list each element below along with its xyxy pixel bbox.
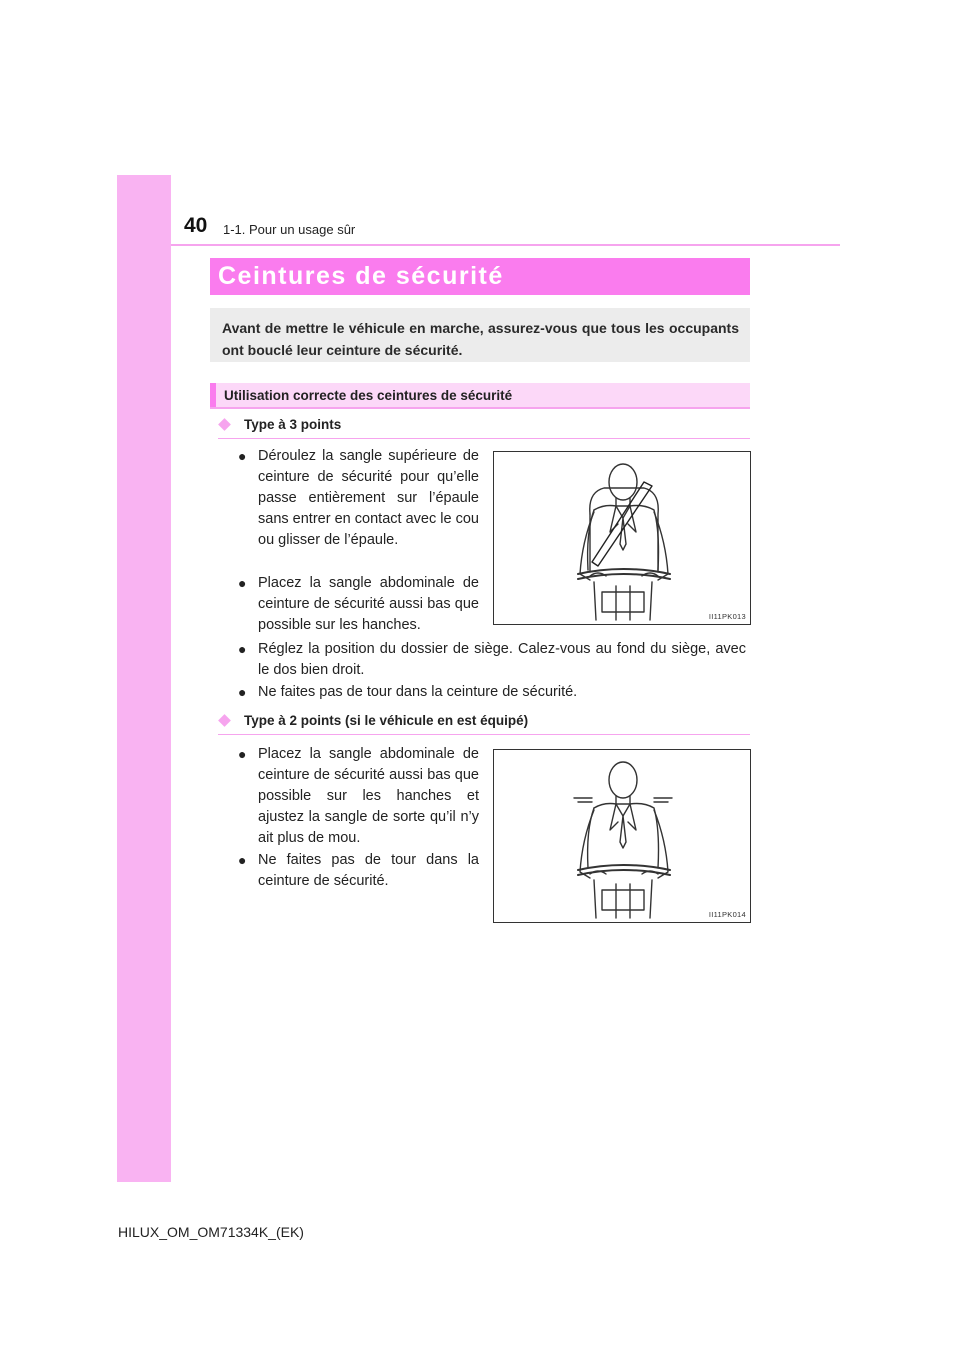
list-item	[238, 850, 482, 892]
page-title-bar	[210, 258, 750, 295]
list-item	[238, 573, 482, 636]
three-point-heading	[218, 416, 750, 439]
subsection-accent	[210, 383, 216, 408]
diamond-icon	[218, 714, 231, 727]
bullet-icon: ●	[238, 684, 247, 700]
list-item-text: Ne faites pas de tour dans la ceinture de sécurité.	[258, 684, 578, 700]
list-item	[238, 744, 482, 849]
two-point-belt-illustration	[493, 749, 751, 923]
page-title: Ceintures de sécurité	[218, 262, 504, 290]
list-item	[238, 446, 482, 572]
figure-code: II11PK013	[708, 612, 746, 621]
side-color-band	[117, 175, 171, 1182]
seated-person-3pt-figure	[494, 452, 750, 624]
list-item-text: Déroulez la sangle supérieure de ceinture de sécurité pour qu’elle passe entièrement sur l’épaule sans entrer en contact avec le cou ou glisser de l’épaule.	[258, 448, 479, 548]
list-item-text: Placez la sangle abdominale de ceinture de sécurité aussi bas que possible sur les hanches et ajustez la sangle de sorte qu’il n’y ait plus de mou.	[258, 746, 479, 846]
three-point-belt-illustration	[493, 451, 751, 625]
subsection-rule	[210, 407, 750, 409]
list-item	[238, 639, 750, 681]
header-divider	[171, 244, 840, 246]
section-breadcrumb: 1-1. Pour un usage sûr	[223, 222, 356, 237]
list-item-text: Réglez la position du dossier de siège. Calez-vous au fond du siège, avec le dos bien droit.	[258, 641, 746, 678]
document-footer-code: HILUX_OM_OM71334K_(EK)	[118, 1224, 304, 1240]
page-number: 40	[184, 214, 208, 237]
bullet-icon: ●	[238, 575, 247, 591]
three-point-heading-text: Type à 3 points	[244, 417, 342, 432]
two-point-heading	[218, 712, 750, 735]
intro-text: Avant de mettre le véhicule en marche, assurez-vous que tous les occupants ont bouclé leur ceinture de sécurité.	[222, 320, 739, 358]
list-item-text: Placez la sangle abdominale de ceinture de sécurité aussi bas que possible sur les hanches.	[258, 575, 479, 633]
subsection-bar	[210, 383, 750, 408]
bullet-icon: ●	[238, 852, 247, 868]
bullet-icon: ●	[238, 641, 247, 657]
list-item-text: Ne faites pas de tour dans la ceinture de sécurité.	[258, 852, 479, 889]
two-point-heading-text: Type à 2 points (si le véhicule en est équipé)	[244, 713, 529, 728]
bullet-icon: ●	[238, 448, 247, 464]
figure-code: II11PK014	[708, 910, 746, 919]
intro-box	[210, 308, 750, 362]
list-item	[238, 682, 750, 703]
subsection-title: Utilisation correcte des ceintures de sécurité	[224, 388, 513, 403]
diamond-icon	[218, 418, 231, 431]
bullet-icon: ●	[238, 746, 247, 762]
seated-person-2pt-figure	[494, 750, 750, 922]
